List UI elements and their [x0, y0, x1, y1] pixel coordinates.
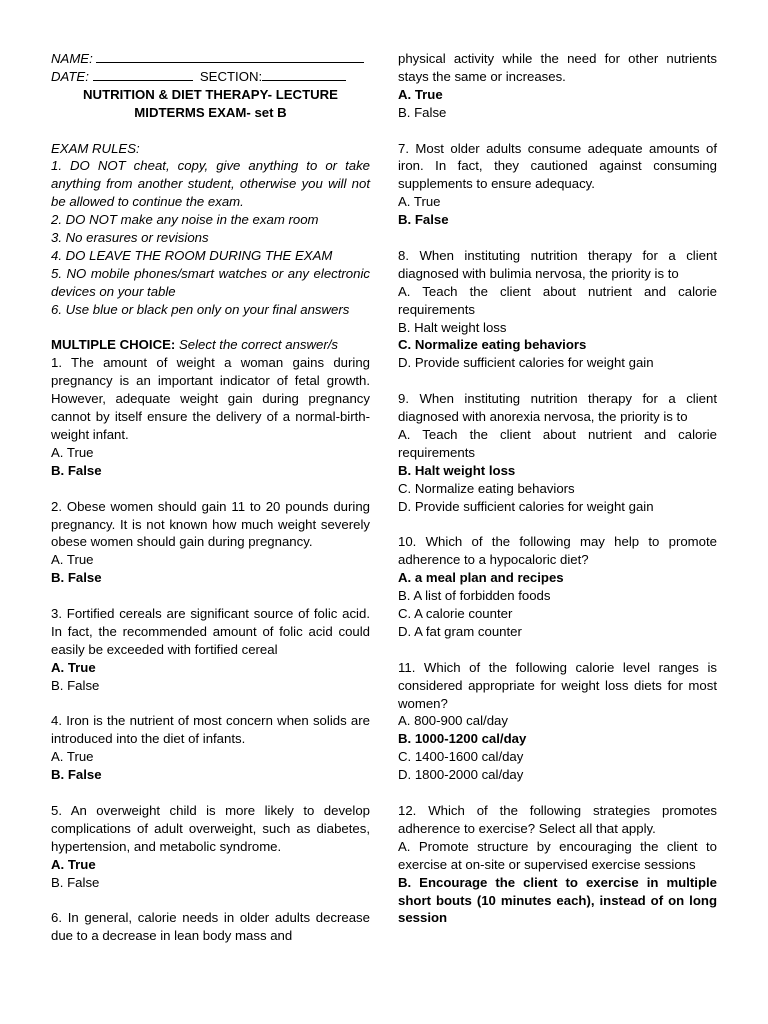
- option-correct: A. a meal plan and recipes: [398, 570, 564, 586]
- rule-item: 2. DO NOT make any noise in the exam room: [51, 212, 319, 228]
- rule-item: 6. Use blue or black pen only on your final answers: [51, 301, 350, 317]
- section-blank: [262, 69, 346, 81]
- rule-item: 4. DO LEAVE THE ROOM DURING THE EXAM: [51, 247, 333, 263]
- exam-title-line2: MIDTERMS EXAM- set B: [134, 104, 287, 120]
- question-text: 11. Which of the following calorie level ranges is considered appropriate for weight loss diets for most women?: [398, 659, 717, 711]
- name-label: NAME:: [51, 51, 93, 66]
- rule-item: 1. DO NOT cheat, copy, give anything to or take anything from another student, otherwise you will not be allowed to continue the exam.: [51, 158, 370, 210]
- option-correct: A. True: [398, 86, 443, 102]
- exam-title-line1: NUTRITION & DIET THERAPY- LECTURE: [83, 86, 338, 102]
- date-blank: [93, 69, 193, 81]
- option: B. A list of forbidden foods: [398, 588, 551, 604]
- left-column: [51, 50, 370, 945]
- option: A. True: [51, 444, 94, 460]
- option: D. A fat gram counter: [398, 623, 522, 639]
- option-correct: B. 1000-1200 cal/day: [398, 731, 527, 747]
- question-text: 4. Iron is the nutrient of most concern when solids are introduced into the diet of infants.: [51, 713, 370, 747]
- option-correct: A. True: [51, 659, 96, 675]
- option-correct: B. False: [51, 570, 102, 586]
- mc-instruction: Select the correct answer/s: [178, 337, 339, 353]
- mc-heading: [51, 336, 370, 354]
- option: B. False: [51, 874, 100, 890]
- question-text: 1. The amount of weight a woman gains during pregnancy is an important indicator of fetal growth. However, adequate weight gain during pregnancy cannot by itself ensure the delivery of a normal-birth-weight infant.: [51, 355, 370, 442]
- question-text-part2: physical activity while the need for other nutrients stays the same or increases.: [398, 51, 717, 84]
- name-line: [51, 50, 370, 68]
- question-text: 7. Most older adults consume adequate amounts of iron. In fact, they cautioned against consuming supplements to ensure adequacy.: [398, 140, 717, 192]
- option-correct: B. Halt weight loss: [398, 462, 516, 478]
- option: A. Teach the client about nutrient and calorie requirements: [398, 426, 717, 460]
- rules-heading: EXAM RULES:: [51, 140, 140, 156]
- question-text: 12. Which of the following strategies promotes adherence to exercise? Select all that apply.: [398, 802, 717, 836]
- option: B. False: [51, 677, 100, 693]
- option: C. 1400-1600 cal/day: [398, 749, 524, 765]
- option-correct: A. True: [51, 856, 96, 872]
- question-text: 9. When instituting nutrition therapy for a client diagnosed with anorexia nervosa, the priority is to: [398, 391, 717, 425]
- right-column: [398, 50, 717, 927]
- name-blank: [96, 51, 364, 63]
- option: B. Halt weight loss: [398, 319, 507, 335]
- question-text: 5. An overweight child is more likely to develop complications of adult overweight, such as diabetes, hypertension, and metabolic syndrome.: [51, 802, 370, 854]
- mc-label: MULTIPLE CHOICE:: [51, 337, 176, 353]
- option-correct: B. False: [398, 212, 449, 228]
- option: D. Provide sufficient calories for weight gain: [398, 355, 654, 371]
- option: A. Teach the client about nutrient and calorie requirements: [398, 283, 717, 317]
- question-text-part1: 6. In general, calorie needs in older adults decrease due to a decrease in lean body mass and: [51, 910, 370, 944]
- rule-item: 5. NO mobile phones/smart watches or any electronic devices on your table: [51, 265, 370, 299]
- option-correct: B. False: [51, 767, 102, 783]
- rule-item: 3. No erasures or revisions: [51, 230, 209, 246]
- option: A. True: [51, 749, 94, 765]
- option: B. False: [398, 104, 447, 120]
- question-text: 2. Obese women should gain 11 to 20 pounds during pregnancy. It is not known how much weight severely obese women should gain during pregnancy.: [51, 498, 370, 550]
- option: C. A calorie counter: [398, 606, 513, 622]
- date-line: [51, 68, 370, 86]
- section-label: SECTION:: [199, 68, 263, 84]
- question-text: 3. Fortified cereals are significant source of folic acid. In fact, the recommended amount of folic acid could easily be exceeded with fortified cereal: [51, 606, 370, 657]
- option-correct: C. Normalize eating behaviors: [398, 337, 587, 353]
- option: C. Normalize eating behaviors: [398, 480, 575, 496]
- option-correct: B. False: [51, 462, 102, 478]
- option-correct: B. Encourage the client to exercise in multiple short bouts (10 minutes each), instead of on long session: [398, 874, 717, 926]
- question-text: 10. Which of the following may help to promote adherence to a hypocaloric diet?: [398, 534, 717, 568]
- date-label: DATE:: [51, 68, 89, 84]
- option: A. True: [51, 552, 94, 568]
- option: A. 800-900 cal/day: [398, 713, 508, 729]
- option: D. Provide sufficient calories for weight gain: [398, 498, 654, 514]
- option: D. 1800-2000 cal/day: [398, 767, 524, 783]
- option: A. Promote structure by encouraging the client to exercise at on-site or supervised exercise sessions: [398, 838, 717, 872]
- question-text: 8. When instituting nutrition therapy for a client diagnosed with bulimia nervosa, the priority is to: [398, 247, 717, 281]
- option: A. True: [398, 194, 441, 210]
